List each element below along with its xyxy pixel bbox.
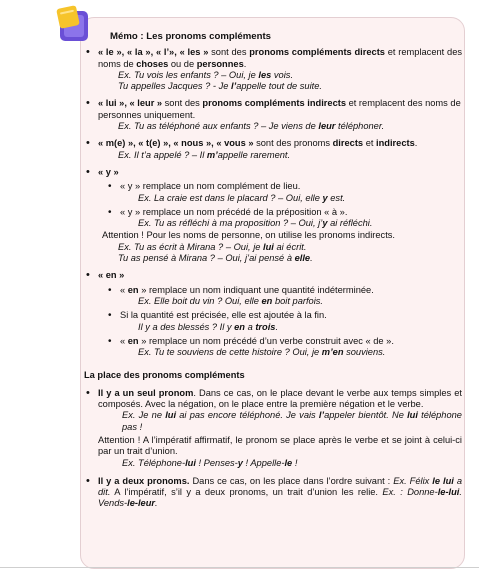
example: Tu as pensé à Mirana ? – Oui, j’ai pensé à elle. [118, 253, 313, 264]
page-divider [0, 567, 479, 568]
example: Ex. La craie est dans le placard ? – Oui, elle y est. [138, 192, 346, 203]
sub-item: • « y » remplace un nom précédé de la préposition « à ». Ex. Tu as réfléchi à ma proposition ? – Oui, j’y ai réfléchi. [98, 207, 462, 230]
example: Ex. Je ne lui ai pas encore téléphoné. Je vais l’appeler bientôt. Ne lui téléphone pas ! [122, 410, 462, 432]
memo-content [84, 31, 462, 516]
section-heading: La place des pronoms compléments [84, 370, 245, 381]
example: Ex. Tu as réfléchi à ma proposition ? – Oui, j’y ai réfléchi. [138, 218, 373, 229]
list-item-one-pronoun: • Il y a un seul pronom. Dans ce cas, on le place devant le verbe aux temps simples et composés. Avec la négation, on le place entre la première négation et le verbe. Ex. Je ne lui ai pas encore téléphoné. Je vais l’appeler bientôt. Ne lui téléphone pas ! Attention ! A l’impératif affirmatif, le pronom se place après le verbe et se joint à celui-ci par un trait d’union. Ex. Téléphone-lui ! Penses-y ! Appelle-le ! [84, 388, 462, 469]
example: Il y a des blessés ? Il y en a trois. [138, 321, 279, 332]
list-item-direct: • « le », « la », « l’», « les » sont des pronoms compléments directs et remplacent des noms de choses ou de personnes. Ex. Tu vois les enfants ? – Oui, je les vois. Tu appelles Jacques ? - Je l’appelle tout de suite. [84, 47, 462, 92]
list-item-en: • « en » • « en » remplace un nom indiquant une quantité indéterminée. Ex. Elle boit du vin ? Oui, elle en boit parfois. • Si la quantité est précisée, elle est ajoutée à la fin. Il y a des blessés ? Il y en a trois. • « en » remplace un nom précédé d’un verbe construit avec « de ». Ex. Tu te souviens de cette histoire ? Oui, je m’en souviens. [84, 270, 462, 358]
attention-note: Attention ! A l’impératif affirmatif, le pronom se place après le verbe et se joint à celui-ci par un trait d’union. [98, 434, 462, 457]
example: Ex. Elle boit du vin ? Oui, elle en boit parfois. [138, 295, 324, 306]
example: Ex. Tu te souviens de cette histoire ? Oui, je m’en souviens. [138, 347, 386, 358]
example: Tu appelles Jacques ? - Je l’appelle tout de suite. [118, 81, 322, 92]
example: Ex. Tu as téléphoné aux enfants ? – Je viens de leur téléphoner. [118, 121, 385, 132]
list-item-two-pronouns: • Il y a deux pronoms. Dans ce cas, on les place dans l’ordre suivant : Ex. Félix le lui a dit. A l’impératif, s’il y a deux pronoms, un trait d’union les relie. Ex. : Donne-le-lui. Vends-le-leur. [84, 476, 462, 510]
page-title: Mémo : Les pronoms compléments [110, 31, 271, 42]
example: Ex. Tu as écrit à Mirana ? – Oui, je lui ai écrit. [118, 241, 307, 252]
attention-note: Attention ! Pour les noms de personne, on utilise les pronoms indirects. [102, 230, 396, 241]
sub-item: • « y » remplace un nom complément de lieu. Ex. La craie est dans le placard ? – Oui, elle y est. [98, 181, 462, 204]
example: Ex. Tu vois les enfants ? – Oui, je les vois. [118, 69, 294, 80]
list-item-indirect: • « lui », « leur » sont des pronoms compléments indirects et remplacent des noms de personnes uniquement. Ex. Tu as téléphoné aux enfants ? – Je viens de leur téléphoner. [84, 98, 462, 132]
list-item-reflexive: • « m(e) », « t(e) », « nous », « vous » sont des pronoms directs et indirects. Ex. Il t’a appelé ? – Il m’appelle rarement. [84, 138, 462, 161]
example: Ex. Il t’a appelé ? – Il m’appelle rarement. [118, 149, 291, 160]
example: Ex. Téléphone-lui ! Penses-y ! Appelle-le ! [122, 457, 298, 468]
sub-item: • « en » remplace un nom indiquant une quantité indéterminée. Ex. Elle boit du vin ? Oui, elle en boit parfois. [98, 285, 462, 308]
sub-item: • Si la quantité est précisée, elle est ajoutée à la fin. Il y a des blessés ? Il y en a trois. [98, 310, 462, 333]
list-item-y: • « y » • « y » remplace un nom complément de lieu. Ex. La craie est dans le placard ? – Oui, elle y est. • « y » remplace un nom précédé de la préposition « à ». Ex. Tu as réfléchi à ma proposition ? – Oui, j’y ai réfléchi. Attention ! Pour les noms de personne, on utilise les pronoms indirects. Ex. Tu as écrit à Mirana ? – Oui, je lui ai écrit. Tu as pensé à Mirana ? – Oui, j’ai pensé à elle. [84, 167, 462, 264]
sub-item: • « en » remplace un nom précédé d’un verbe construit avec « de ». Ex. Tu te souviens de cette histoire ? Oui, je m’en souviens. [98, 336, 462, 359]
